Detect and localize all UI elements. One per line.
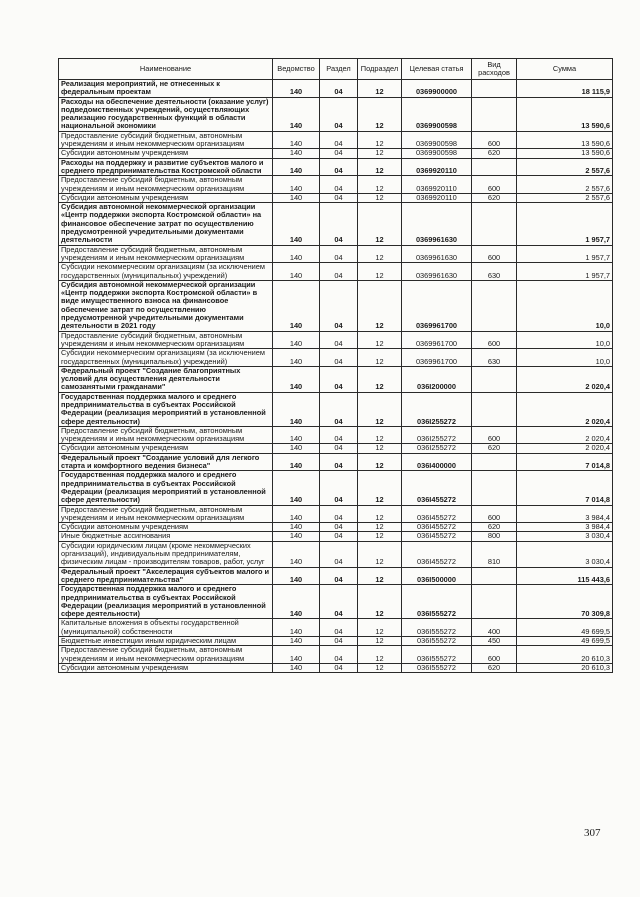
row-subsection-cell: 12: [358, 471, 402, 505]
column-header-name: Наименование: [59, 59, 273, 80]
row-amount-cell: 2 020,4: [517, 426, 613, 444]
row-name-cell: Предоставление субсидий бюджетным, автономным учреждениям и иным некоммерческим организациям: [59, 646, 273, 664]
column-header-section: Раздел: [320, 59, 358, 80]
budget-page: [58, 58, 612, 673]
row-department-cell: 140: [273, 453, 320, 471]
table-row: [59, 193, 613, 202]
row-subsection-cell: 12: [358, 176, 402, 194]
row-target-item-cell: 036I455272: [402, 541, 472, 567]
row-department-cell: 140: [273, 637, 320, 646]
row-target-item-cell: 036I555272: [402, 646, 472, 664]
row-section-cell: 04: [320, 280, 358, 331]
row-amount-cell: 10,0: [517, 331, 613, 349]
row-subsection-cell: 12: [358, 585, 402, 619]
column-header-target-item: Целевая статья: [402, 59, 472, 80]
row-section-cell: 04: [320, 505, 358, 523]
row-department-cell: 140: [273, 349, 320, 367]
row-section-cell: 04: [320, 149, 358, 158]
row-target-item-cell: 0369961700: [402, 349, 472, 367]
row-subsection-cell: 12: [358, 637, 402, 646]
row-target-item-cell: 036I555272: [402, 663, 472, 672]
row-expense-type-cell: 620: [472, 523, 517, 532]
row-subsection-cell: 12: [358, 663, 402, 672]
row-section-cell: 04: [320, 619, 358, 637]
row-subsection-cell: 12: [358, 453, 402, 471]
row-target-item-cell: 0369961700: [402, 280, 472, 331]
table-row: [59, 619, 613, 637]
row-department-cell: 140: [273, 663, 320, 672]
row-section-cell: 04: [320, 366, 358, 392]
column-header-subsection: Подраздел: [358, 59, 402, 80]
row-department-cell: 140: [273, 392, 320, 426]
row-expense-type-cell: 620: [472, 444, 517, 453]
row-expense-type-cell: 600: [472, 176, 517, 194]
row-subsection-cell: 12: [358, 193, 402, 202]
row-name-cell: Субсидии автономным учреждениям: [59, 663, 273, 672]
row-name-cell: Федеральный проект "Создание благоприятных условий для осуществления деятельности самозанятыми гражданами": [59, 366, 273, 392]
row-name-cell: Субсидия автономной некоммерческой организации «Центр поддержки экспорта Костромской области» в виде имущественного взноса на финансовое обеспечение затрат по осуществлению предусмотренной учредительными документами деятельности в 2021 году: [59, 280, 273, 331]
row-name-cell: Предоставление субсидий бюджетным, автономным учреждениям и иным некоммерческим организациям: [59, 426, 273, 444]
row-department-cell: 140: [273, 131, 320, 149]
row-section-cell: 04: [320, 453, 358, 471]
row-target-item-cell: 036I200000: [402, 366, 472, 392]
row-target-item-cell: 036I555272: [402, 619, 472, 637]
row-amount-cell: 115 443,6: [517, 567, 613, 585]
row-amount-cell: 2 020,4: [517, 366, 613, 392]
row-section-cell: 04: [320, 97, 358, 131]
row-subsection-cell: 12: [358, 97, 402, 131]
row-name-cell: Субсидии автономным учреждениям: [59, 149, 273, 158]
row-target-item-cell: 036I555272: [402, 585, 472, 619]
row-expense-type-cell: 450: [472, 637, 517, 646]
row-name-cell: Субсидии автономным учреждениям: [59, 523, 273, 532]
row-department-cell: 140: [273, 646, 320, 664]
row-target-item-cell: 0369900598: [402, 97, 472, 131]
row-amount-cell: 2 557,6: [517, 158, 613, 176]
row-expense-type-cell: 630: [472, 263, 517, 281]
table-row: [59, 131, 613, 149]
row-subsection-cell: 12: [358, 532, 402, 541]
row-name-cell: Федеральный проект "Создание условий для легкого старта и комфортного ведения бизнеса": [59, 453, 273, 471]
row-department-cell: 140: [273, 203, 320, 245]
table-row: [59, 97, 613, 131]
row-subsection-cell: 12: [358, 541, 402, 567]
row-name-cell: Предоставление субсидий бюджетным, автономным учреждениям и иным некоммерческим организациям: [59, 505, 273, 523]
row-amount-cell: 3 030,4: [517, 541, 613, 567]
row-target-item-cell: 036I455272: [402, 505, 472, 523]
row-department-cell: 140: [273, 176, 320, 194]
row-department-cell: 140: [273, 331, 320, 349]
row-subsection-cell: 12: [358, 366, 402, 392]
row-target-item-cell: 036I255272: [402, 444, 472, 453]
row-section-cell: 04: [320, 80, 358, 98]
table-row: [59, 245, 613, 263]
row-expense-type-cell: [472, 567, 517, 585]
row-expense-type-cell: 620: [472, 193, 517, 202]
row-expense-type-cell: [472, 585, 517, 619]
table-row: [59, 426, 613, 444]
row-subsection-cell: 12: [358, 426, 402, 444]
row-target-item-cell: 0369961630: [402, 263, 472, 281]
row-section-cell: 04: [320, 176, 358, 194]
row-target-item-cell: 0369961700: [402, 331, 472, 349]
row-name-cell: Субсидия автономной некоммерческой организации «Центр поддержки экспорта Костромской области» на финансовое обеспечение затрат по осуществлению предусмотренной учредительными документами деятельности: [59, 203, 273, 245]
row-section-cell: 04: [320, 637, 358, 646]
row-section-cell: 04: [320, 158, 358, 176]
row-subsection-cell: 12: [358, 349, 402, 367]
row-subsection-cell: 12: [358, 331, 402, 349]
row-subsection-cell: 12: [358, 523, 402, 532]
table-row: [59, 453, 613, 471]
row-section-cell: 04: [320, 245, 358, 263]
row-department-cell: 140: [273, 149, 320, 158]
row-amount-cell: 2 020,4: [517, 444, 613, 453]
row-name-cell: Субсидии некоммерческим организациям (за исключением государственных (муниципальных) учреждений): [59, 349, 273, 367]
row-subsection-cell: 12: [358, 263, 402, 281]
row-expense-type-cell: 600: [472, 505, 517, 523]
row-name-cell: Субсидии некоммерческим организациям (за исключением государственных (муниципальных) учреждений): [59, 263, 273, 281]
table-row: [59, 532, 613, 541]
row-expense-type-cell: [472, 80, 517, 98]
row-amount-cell: 2 557,6: [517, 176, 613, 194]
row-department-cell: 140: [273, 541, 320, 567]
row-target-item-cell: 0369920110: [402, 158, 472, 176]
row-target-item-cell: 0369961630: [402, 203, 472, 245]
row-name-cell: Субсидии автономным учреждениям: [59, 193, 273, 202]
row-subsection-cell: 12: [358, 149, 402, 158]
row-section-cell: 04: [320, 392, 358, 426]
row-subsection-cell: 12: [358, 619, 402, 637]
row-section-cell: 04: [320, 646, 358, 664]
row-section-cell: 04: [320, 471, 358, 505]
row-target-item-cell: 0369961630: [402, 245, 472, 263]
column-header-amount: Сумма: [517, 59, 613, 80]
row-section-cell: 04: [320, 585, 358, 619]
row-target-item-cell: 0369900000: [402, 80, 472, 98]
row-subsection-cell: 12: [358, 280, 402, 331]
row-department-cell: 140: [273, 366, 320, 392]
row-subsection-cell: 12: [358, 567, 402, 585]
table-row: [59, 392, 613, 426]
row-department-cell: 140: [273, 193, 320, 202]
row-section-cell: 04: [320, 523, 358, 532]
table-row: [59, 366, 613, 392]
row-department-cell: 140: [273, 619, 320, 637]
row-name-cell: Государственная поддержка малого и среднего предпринимательства в субъектах Российской Федерации (реализация мероприятий в установленной сфере деятельности): [59, 585, 273, 619]
row-target-item-cell: 036I455272: [402, 523, 472, 532]
row-target-item-cell: 0369900598: [402, 131, 472, 149]
row-target-item-cell: 0369920110: [402, 193, 472, 202]
row-expense-type-cell: [472, 97, 517, 131]
table-row: [59, 331, 613, 349]
row-section-cell: 04: [320, 203, 358, 245]
table-row: [59, 523, 613, 532]
row-department-cell: 140: [273, 523, 320, 532]
row-department-cell: 140: [273, 245, 320, 263]
row-expense-type-cell: [472, 453, 517, 471]
row-amount-cell: 20 610,3: [517, 663, 613, 672]
row-expense-type-cell: [472, 366, 517, 392]
column-header-expense-type: Вид расходов: [472, 59, 517, 80]
table-row: [59, 663, 613, 672]
row-name-cell: Федеральный проект "Акселерация субъектов малого и среднего предпринимательства": [59, 567, 273, 585]
row-amount-cell: 2 557,6: [517, 193, 613, 202]
row-amount-cell: 10,0: [517, 280, 613, 331]
row-section-cell: 04: [320, 426, 358, 444]
row-expense-type-cell: 600: [472, 245, 517, 263]
row-name-cell: Предоставление субсидий бюджетным, автономным учреждениям и иным некоммерческим организациям: [59, 331, 273, 349]
row-expense-type-cell: [472, 203, 517, 245]
table-body: [59, 80, 613, 673]
row-amount-cell: 13 590,6: [517, 131, 613, 149]
row-amount-cell: 49 699,5: [517, 637, 613, 646]
row-name-cell: Субсидии автономным учреждениям: [59, 444, 273, 453]
row-section-cell: 04: [320, 663, 358, 672]
row-expense-type-cell: 600: [472, 331, 517, 349]
table-row: [59, 149, 613, 158]
row-target-item-cell: 0369920110: [402, 176, 472, 194]
budget-table: [58, 58, 613, 673]
row-expense-type-cell: [472, 280, 517, 331]
row-expense-type-cell: 600: [472, 131, 517, 149]
table-row: [59, 444, 613, 453]
row-target-item-cell: 036I500000: [402, 567, 472, 585]
page-number: 307: [584, 827, 601, 839]
row-expense-type-cell: 620: [472, 663, 517, 672]
row-name-cell: Реализация мероприятий, не отнесенных к федеральным проектам: [59, 80, 273, 98]
row-section-cell: 04: [320, 131, 358, 149]
table-row: [59, 280, 613, 331]
row-amount-cell: 13 590,6: [517, 97, 613, 131]
table-row: [59, 541, 613, 567]
row-amount-cell: 20 610,3: [517, 646, 613, 664]
row-name-cell: Предоставление субсидий бюджетным, автономным учреждениям и иным некоммерческим организациям: [59, 131, 273, 149]
row-section-cell: 04: [320, 532, 358, 541]
row-amount-cell: 13 590,6: [517, 149, 613, 158]
table-row: [59, 505, 613, 523]
row-amount-cell: 1 957,7: [517, 245, 613, 263]
row-subsection-cell: 12: [358, 203, 402, 245]
row-name-cell: Бюджетные инвестиции иным юридическим лицам: [59, 637, 273, 646]
row-amount-cell: 18 115,9: [517, 80, 613, 98]
row-name-cell: Государственная поддержка малого и среднего предпринимательства в субъектах Российской Федерации (реализация мероприятий в установленной сфере деятельности): [59, 392, 273, 426]
row-section-cell: 04: [320, 193, 358, 202]
row-expense-type-cell: 810: [472, 541, 517, 567]
row-department-cell: 140: [273, 444, 320, 453]
row-subsection-cell: 12: [358, 444, 402, 453]
table-row: [59, 203, 613, 245]
row-section-cell: 04: [320, 349, 358, 367]
row-name-cell: Предоставление субсидий бюджетным, автономным учреждениям и иным некоммерческим организациям: [59, 245, 273, 263]
table-row: [59, 176, 613, 194]
row-name-cell: Иные бюджетные ассигнования: [59, 532, 273, 541]
row-department-cell: 140: [273, 158, 320, 176]
row-department-cell: 140: [273, 585, 320, 619]
row-subsection-cell: 12: [358, 80, 402, 98]
row-amount-cell: 70 309,8: [517, 585, 613, 619]
row-amount-cell: 3 984,4: [517, 523, 613, 532]
row-name-cell: Расходы на поддержку и развитие субъектов малого и среднего предпринимательства Костромской области: [59, 158, 273, 176]
row-target-item-cell: 036I255272: [402, 426, 472, 444]
row-name-cell: Предоставление субсидий бюджетным, автономным учреждениям и иным некоммерческим организациям: [59, 176, 273, 194]
row-amount-cell: 7 014,8: [517, 471, 613, 505]
table-row: [59, 637, 613, 646]
row-section-cell: 04: [320, 263, 358, 281]
row-subsection-cell: 12: [358, 646, 402, 664]
row-amount-cell: 7 014,8: [517, 453, 613, 471]
row-section-cell: 04: [320, 541, 358, 567]
row-expense-type-cell: 600: [472, 646, 517, 664]
row-section-cell: 04: [320, 331, 358, 349]
row-target-item-cell: 036I400000: [402, 453, 472, 471]
table-row: [59, 471, 613, 505]
row-amount-cell: 2 020,4: [517, 392, 613, 426]
table-row: [59, 158, 613, 176]
column-header-department: Ведомство: [273, 59, 320, 80]
table-row: [59, 80, 613, 98]
table-row: [59, 646, 613, 664]
row-amount-cell: 1 957,7: [517, 263, 613, 281]
row-target-item-cell: 0369900598: [402, 149, 472, 158]
row-subsection-cell: 12: [358, 245, 402, 263]
row-department-cell: 140: [273, 280, 320, 331]
row-section-cell: 04: [320, 567, 358, 585]
row-amount-cell: 3 030,4: [517, 532, 613, 541]
row-subsection-cell: 12: [358, 505, 402, 523]
row-target-item-cell: 036I455272: [402, 471, 472, 505]
row-subsection-cell: 12: [358, 158, 402, 176]
table-row: [59, 567, 613, 585]
row-name-cell: Капитальные вложения в объекты государственной (муниципальной) собственности: [59, 619, 273, 637]
table-row: [59, 349, 613, 367]
row-target-item-cell: 036I455272: [402, 532, 472, 541]
row-target-item-cell: 036I555272: [402, 637, 472, 646]
row-expense-type-cell: 620: [472, 149, 517, 158]
row-name-cell: Субсидии юридическим лицам (кроме некоммерческих организаций), индивидуальным предпринимателям, физическим лицам - производителям товаров, работ, услуг: [59, 541, 273, 567]
row-department-cell: 140: [273, 263, 320, 281]
row-department-cell: 140: [273, 532, 320, 541]
row-subsection-cell: 12: [358, 131, 402, 149]
row-department-cell: 140: [273, 471, 320, 505]
row-expense-type-cell: 600: [472, 426, 517, 444]
row-expense-type-cell: 400: [472, 619, 517, 637]
row-department-cell: 140: [273, 80, 320, 98]
row-name-cell: Расходы на обеспечение деятельности (оказание услуг) подведомственных учреждений, осуществляющих реализацию государственных функций в области национальной экономики: [59, 97, 273, 131]
row-expense-type-cell: [472, 392, 517, 426]
row-expense-type-cell: [472, 158, 517, 176]
row-amount-cell: 3 984,4: [517, 505, 613, 523]
table-row: [59, 585, 613, 619]
row-expense-type-cell: 800: [472, 532, 517, 541]
row-amount-cell: 1 957,7: [517, 203, 613, 245]
row-expense-type-cell: [472, 471, 517, 505]
table-header-row: [59, 59, 613, 80]
table-row: [59, 263, 613, 281]
row-department-cell: 140: [273, 426, 320, 444]
row-department-cell: 140: [273, 567, 320, 585]
row-subsection-cell: 12: [358, 392, 402, 426]
row-expense-type-cell: 630: [472, 349, 517, 367]
row-department-cell: 140: [273, 97, 320, 131]
row-name-cell: Государственная поддержка малого и среднего предпринимательства в субъектах Российской Федерации (реализация мероприятий в установленной сфере деятельности): [59, 471, 273, 505]
row-amount-cell: 10,0: [517, 349, 613, 367]
row-amount-cell: 49 699,5: [517, 619, 613, 637]
row-target-item-cell: 036I255272: [402, 392, 472, 426]
row-department-cell: 140: [273, 505, 320, 523]
row-section-cell: 04: [320, 444, 358, 453]
